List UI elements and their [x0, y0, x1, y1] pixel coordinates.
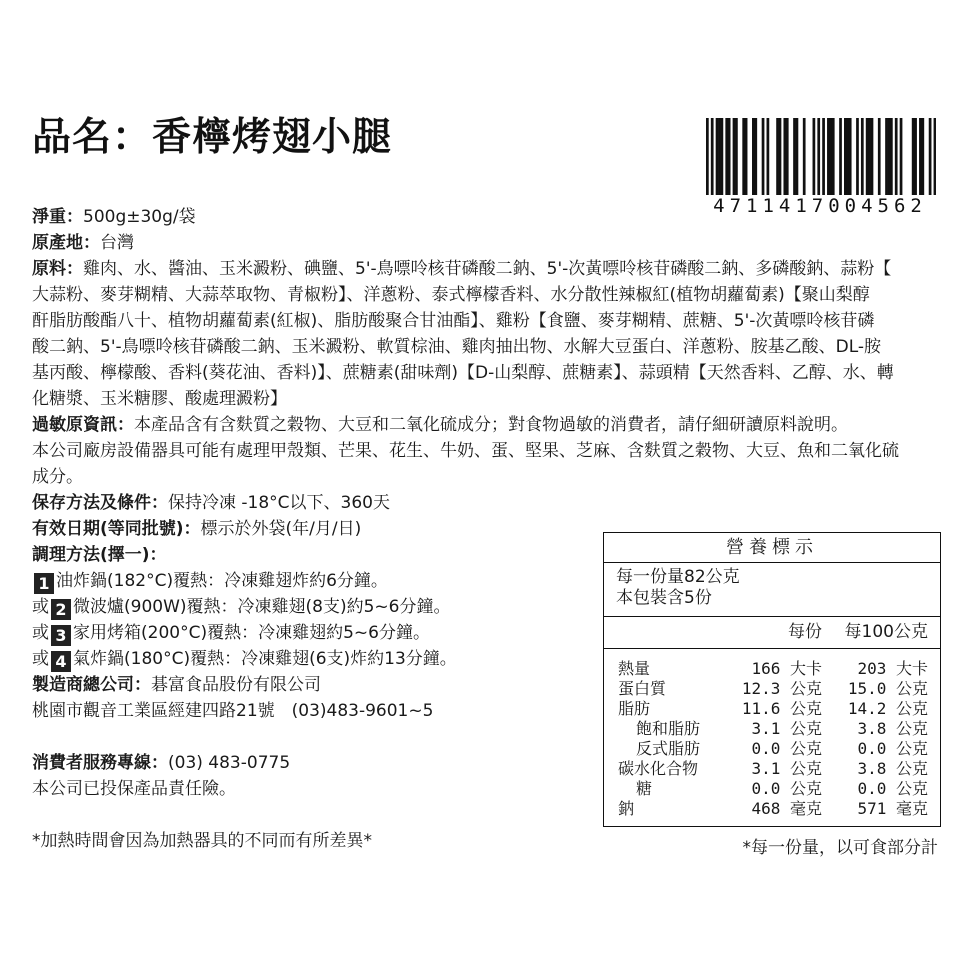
cooking-step: 或 3 家用烤箱(200°C)覆熱：冷凍雞翅約5~6分鐘。	[32, 623, 430, 645]
nutrient-per-100g: 14.2 公克	[847, 699, 928, 718]
cooking-step: 1 油炸鍋(182°C)覆熱：冷凍雞翅炸約6分鐘。	[32, 568, 944, 594]
serving-info	[604, 563, 940, 616]
nutrient-per-serving: 468 毫克	[751, 799, 822, 818]
nutrient-name: 鈉	[618, 799, 635, 818]
step-number-badge: 1	[34, 573, 54, 594]
nutrient-name: 反式脂肪	[636, 739, 701, 758]
allergen-info: 過敏原資訊：本產品含有含麩質之穀物、大豆和二氧化硫成分；對食物過敏的消費者，請仔細研讀原料說明。	[32, 415, 848, 435]
nutrient-per-100g: 203 大卡	[857, 659, 928, 678]
nutrient-name: 熱量	[618, 659, 651, 678]
nutrient-per-serving: 3.1 公克	[751, 759, 822, 778]
nutrition-row	[604, 759, 940, 779]
nutrition-facts-table	[603, 532, 941, 827]
factory-notice: 本公司廠房設備器具可能有處理甲殼類、芒果、花生、牛奶、蛋、堅果、芝麻、含麩質之穀物、大豆、魚和二氧化硫	[32, 441, 899, 461]
nutrient-per-100g: 0.0 公克	[857, 779, 928, 798]
ingredients-line: 原料：雞肉、水、醬油、玉米澱粉、碘鹽、5'-鳥嘌呤核苷磷酸二鈉、5'-次黃嘌呤核苷磷酸二鈉、多磷酸鈉、蒜粉【	[32, 259, 892, 279]
heating-footnote: *加熱時間會因為加熱器具的不同而有所差異*	[32, 831, 372, 851]
nutrient-per-serving: 0.0 公克	[751, 779, 822, 798]
ingredients-line: 化糖漿、玉米糖膠、酸處理澱粉】	[32, 389, 287, 409]
nutrient-name: 碳水化合物	[618, 759, 699, 778]
nutrient-per-100g: 0.0 公克	[857, 739, 928, 758]
ingredients-line: 基丙酸、檸檬酸、香料(葵花油、香料)】、蔗糖素(甜味劑)【D-山梨醇、蔗糖素】、蒜頭精【天然香料、乙醇、水、轉	[32, 363, 894, 383]
nutrient-per-serving: 11.6 公克	[741, 699, 822, 718]
serving-footnote: *每一份量，以可食部分計	[742, 838, 938, 858]
net-weight: 淨重：500g±30g/袋	[32, 207, 196, 227]
nutrition-row	[604, 659, 940, 679]
nutrition-row	[604, 739, 940, 759]
cooking-step: 或 4 氣炸鍋(180°C)覆熱：冷凍雞翅(6支)炸約13分鐘。	[32, 649, 457, 671]
servings-per-package: 本包裝含5份	[616, 588, 712, 608]
factory-notice: 成分。	[32, 467, 83, 487]
serving-size: 每一份量82公克	[616, 567, 740, 587]
nutrition-rows	[604, 649, 940, 819]
barcode-digits: 4711417004562	[700, 195, 940, 217]
nutrient-per-serving: 0.0 公克	[751, 739, 822, 758]
nutrient-name: 糖	[636, 779, 653, 798]
nutrition-column-headers	[604, 616, 940, 649]
nutrient-per-serving: 12.3 公克	[741, 679, 822, 698]
cooking-heading: 調理方法(擇一)：	[32, 545, 167, 565]
col-per-100g: 每100公克	[844, 622, 928, 642]
nutrition-header: 營養標示	[604, 533, 940, 563]
nutrition-row	[604, 679, 940, 699]
manufacturer: 製造商總公司：碁富食品股份有限公司	[32, 675, 321, 695]
step-number-badge: 3	[51, 625, 71, 646]
nutrient-per-serving: 166 大卡	[751, 659, 822, 678]
step-number-badge: 2	[51, 599, 71, 620]
insurance-notice: 本公司已投保產品責任險。	[32, 779, 236, 799]
nutrition-row	[604, 779, 940, 799]
manufacturer-address: 桃園市觀音工業區經建四路21號 (03)483-9601~5	[32, 701, 434, 721]
service-hotline: 消費者服務專線：(03) 483-0775	[32, 753, 291, 773]
origin: 原產地：台灣	[32, 233, 134, 253]
nutrient-name: 蛋白質	[618, 679, 667, 698]
storage: 保存方法及條件：保持冷凍 -18°C以下、360天	[32, 493, 390, 513]
nutrient-name: 飽和脂肪	[636, 719, 701, 738]
product-title: 品名：香檸烤翅小腿	[32, 115, 393, 160]
nutrient-per-100g: 15.0 公克	[847, 679, 928, 698]
nutrition-row	[604, 799, 940, 819]
nutrient-per-100g: 3.8 公克	[857, 719, 928, 738]
step-number-badge: 4	[51, 651, 71, 672]
nutrient-per-serving: 3.1 公克	[751, 719, 822, 738]
nutrient-name: 脂肪	[618, 699, 651, 718]
nutrition-row	[604, 699, 940, 719]
ingredients-line: 大蒜粉、麥芽糊精、大蒜萃取物、青椒粉】、洋蔥粉、泰式檸檬香料、水分散性辣椒紅(植物胡蘿蔔素)【聚山梨醇	[32, 285, 870, 305]
nutrient-per-100g: 571 毫克	[857, 799, 928, 818]
expiry: 有效日期(等同批號)：標示於外袋(年/月/日)	[32, 519, 362, 539]
nutrient-per-100g: 3.8 公克	[857, 759, 928, 778]
ingredients-line: 酸二鈉、5'-鳥嘌呤核苷磷酸二鈉、玉米澱粉、軟質棕油、雞肉抽出物、水解大豆蛋白、洋蔥粉、胺基乙酸、DL-胺	[32, 337, 882, 357]
cooking-step: 或 2 微波爐(900W)覆熱：冷凍雞翅(8支)約5~6分鐘。	[32, 597, 451, 619]
col-per-serving: 每份	[788, 622, 822, 642]
ingredients-line: 酐脂肪酸酯八十、植物胡蘿蔔素(紅椒)、脂肪酸聚合甘油酯】、雞粉【食鹽、麥芽糊精、蔗糖、5'-次黃嘌呤核苷磷	[32, 311, 875, 331]
nutrition-row	[604, 719, 940, 739]
